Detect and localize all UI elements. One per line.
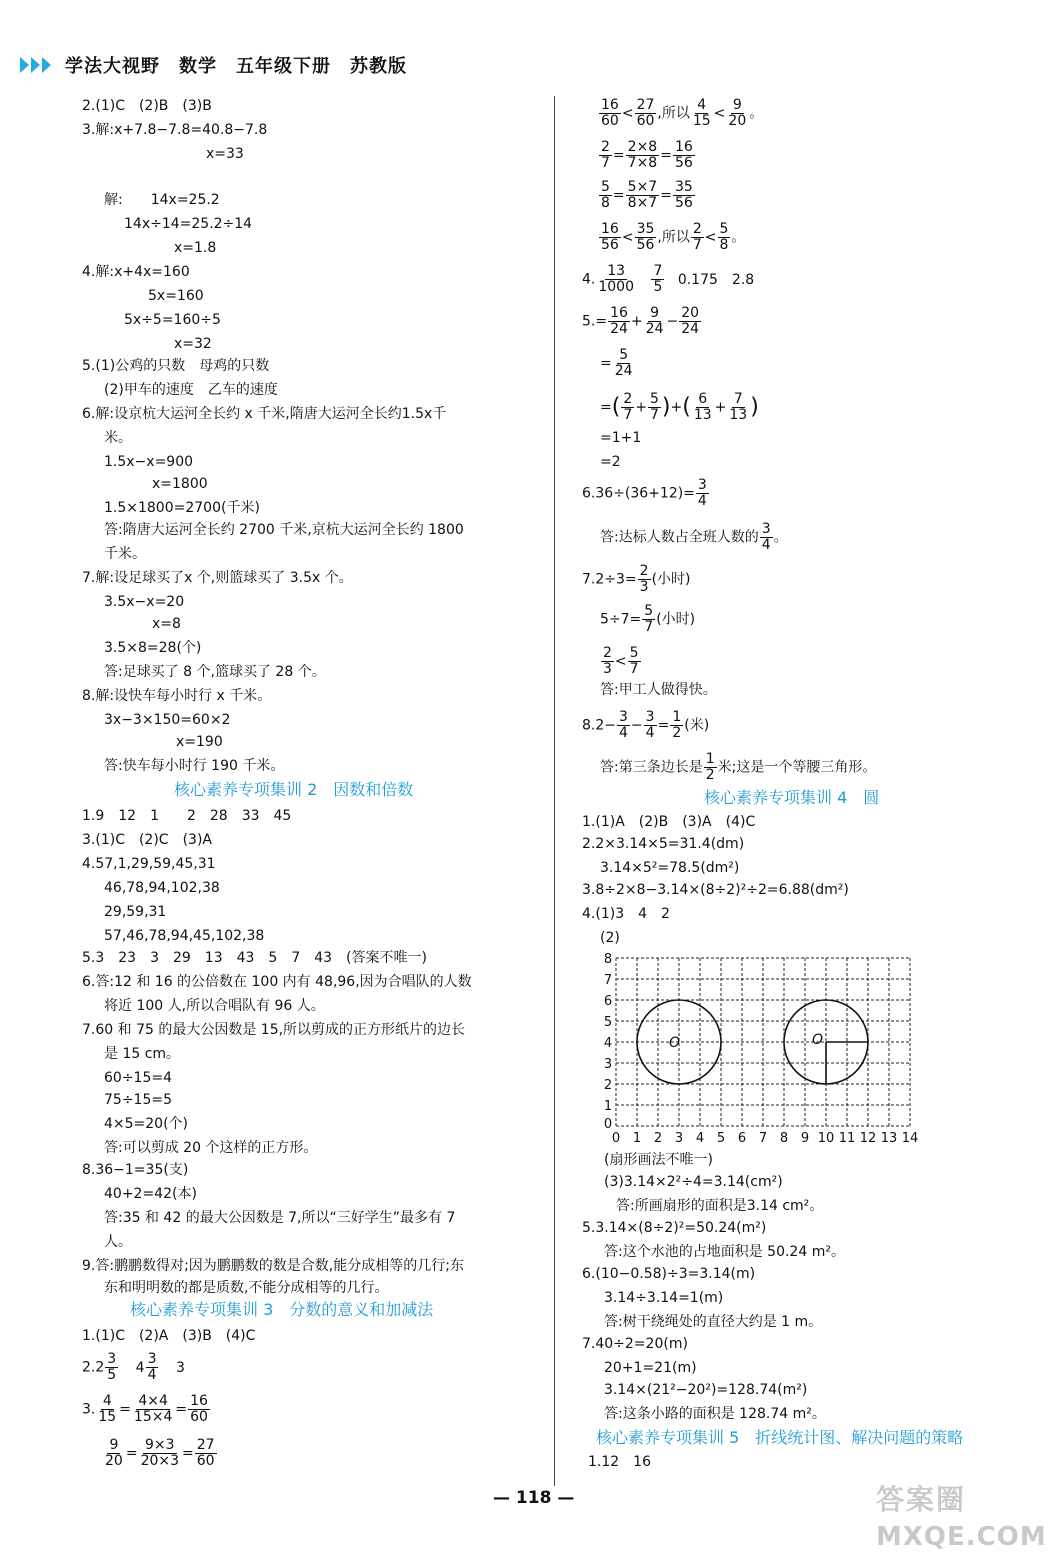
answer-line: 8.36−1=35(支) <box>82 1162 189 1178</box>
section-heading: 核心素养专项集训 5 折线统计图、解决问题的策略 <box>596 1428 964 1447</box>
answer-line: 3.14×(21²−20²)=128.74(m²) <box>604 1382 808 1398</box>
answer-line: 4.解:x+4x=160 <box>82 264 190 280</box>
text: 3 <box>175 1359 185 1376</box>
x-tick-label: 12 <box>859 1131 877 1146</box>
answer-line: (3)3.14×2²÷4=3.14(cm²) <box>604 1174 783 1190</box>
answer-line: (扇形画法不唯一) <box>604 1152 713 1168</box>
answer-line: 3.5×8=28(个) <box>104 640 202 656</box>
answer-line: 4. $\frac{13}{1000}$ $\frac{7}{5}$ 0.175 2.8 <box>582 263 755 295</box>
fraction: $\frac{3}{4}$ <box>147 1351 157 1383</box>
chevron-icon <box>20 57 53 73</box>
answer-line: (2)甲车的速度 乙车的速度 <box>104 382 278 398</box>
x-tick-label: 9 <box>800 1131 810 1146</box>
answer-line: 8.2− $\frac{3}{4}$ − $\frac{3}{4}$ = $\frac{1}{2}$ (米) <box>582 709 710 741</box>
answer-line: 5.3.14×(8÷2)²=50.24(m²) <box>582 1220 767 1236</box>
answer-line: 解: 14x=25.2 <box>104 192 220 208</box>
answer-line: 是 15 cm。 <box>104 1046 181 1062</box>
answer-line: 答:35 和 42 的最大公因数是 7,所以“三好学生”最多有 7 <box>104 1210 456 1226</box>
x-tick-label: 1 <box>632 1131 642 1146</box>
center-label: O <box>669 1035 681 1051</box>
answer-line: 40+2=42(本) <box>104 1186 197 1202</box>
answer-line: 5÷7= $\frac{5}{7}$ (小时) <box>600 603 696 635</box>
answer-line: 7.解:设足球买了x 个,则篮球买了 3.5x 个。 <box>82 570 353 586</box>
y-tick-label: 6 <box>603 994 613 1009</box>
coordinate-grid <box>596 948 936 1146</box>
x-tick-label: 8 <box>779 1131 789 1146</box>
answer-line: 5x÷5=160÷5 <box>124 312 221 328</box>
answer-line: x=8 <box>152 616 181 632</box>
answer-line: =1+1 <box>600 430 642 446</box>
answer-line: 答:树干绕绳处的直径大约是 1 m。 <box>604 1314 823 1330</box>
y-tick-label: 4 <box>603 1036 613 1051</box>
answer-line: 3.8÷2×8−3.14×(8÷2)²÷2=6.88(dm²) <box>582 882 849 898</box>
y-tick-label: 2 <box>603 1078 613 1093</box>
answer-line: 5.= $\frac{16}{24}$ + $\frac{9}{24}$ − $\frac{20}{24}$ <box>582 305 700 337</box>
answer-line: 3.解:x+7.8−7.8=40.8−7.8 <box>82 122 268 138</box>
answer-line: 9.答:鹏鹏数得对;因为鹏鹏数的数是合数,能分成相等的几行;东 <box>82 1258 464 1274</box>
answer-line: 3. $\frac{4}{15}$ = $\frac{4\times 4}{15\times 4}$ = $\frac{16}{60}$ <box>82 1393 208 1425</box>
answer-line: x=32 <box>174 336 212 352</box>
answer-line: 6.解:设京杭大运河全长约 x 千米,隋唐大运河全长约1.5x千 <box>82 406 447 422</box>
answer-line: 2.(1)C (2)B (3)B <box>82 98 212 114</box>
answer-line: = $\frac{5}{24}$ <box>600 347 633 379</box>
answer-line: 东和明明数的都是质数,不能分成相等的几行。 <box>104 1280 389 1296</box>
x-tick-label: 10 <box>817 1131 835 1146</box>
x-tick-label: 3 <box>674 1131 684 1146</box>
answer-line: 1.(1)A (2)B (3)A (4)C <box>582 814 756 830</box>
answer-line: 5x=160 <box>148 288 204 304</box>
answer-line: 7.60 和 75 的最大公因数是 15,所以剪成的正方形纸片的边长 <box>82 1022 466 1038</box>
section-heading: 核心素养专项集训 3 分数的意义和加减法 <box>130 1300 434 1319</box>
x-tick-label: 6 <box>737 1131 747 1146</box>
x-tick-label: 7 <box>758 1131 768 1146</box>
answer-line: 29,59,31 <box>104 904 167 920</box>
answer-line: 3.5x−x=20 <box>104 594 185 610</box>
answer-line: 8.解:设快车每小时行 x 千米。 <box>82 688 272 704</box>
page-header <box>20 50 407 80</box>
fraction: $\frac{3}{5}$ <box>107 1351 117 1383</box>
answer-line <box>82 1352 185 1383</box>
answer-line: 4.(1)3 4 2 <box>582 906 670 922</box>
answer-line: $\frac{5}{8}$ = $\frac{5\times 7}{8\times 7}$ = $\frac{35}{56}$ <box>601 179 693 211</box>
answer-line: 7.40÷2=20(m) <box>582 1336 688 1352</box>
y-tick-label: 1 <box>603 1099 613 1114</box>
answer-line: 1.9 12 1 2 28 33 45 <box>82 808 292 824</box>
center-label: O <box>812 1032 824 1048</box>
answer-line: 1.(1)C (2)A (3)B (4)C <box>82 1328 256 1344</box>
answer-line: 答:这条小路的面积是 128.74 m²。 <box>604 1406 826 1422</box>
answer-line: 2.2×3.14×5=31.4(dm) <box>582 836 745 852</box>
answer-line: 7.2÷3= $\frac{2}{3}$ (小时) <box>582 563 691 595</box>
answer-line: 3x−3×150=60×2 <box>104 712 231 728</box>
answer-line: $\frac{16}{56}$ < $\frac{35}{56}$ ,所以 $\frac{2}{7}$ < $\frac{5}{8}$ 。 <box>601 221 746 253</box>
y-tick-label: 7 <box>603 973 613 988</box>
answer-line: 米。 <box>104 430 132 446</box>
answer-line: 答:第三条边长是 $\frac{1}{2}$ 米;这是一个等腰三角形。 <box>600 751 877 783</box>
answer-line: 6.36÷(36+12)= $\frac{3}{4}$ <box>582 477 707 509</box>
y-tick-label: 8 <box>603 952 613 967</box>
answer-line: 答:甲工人做得快。 <box>600 682 717 698</box>
answer-line: 答:快车每小时行 190 千米。 <box>104 758 285 774</box>
x-tick-label: 13 <box>880 1131 898 1146</box>
answer-line: $\frac{2}{3}$ < $\frac{5}{7}$ <box>603 645 639 677</box>
text: 4 <box>135 1359 145 1376</box>
answer-line: =( $\frac{2}{7}$ + $\frac{5}{7}$ )+( $\frac{6}{13}$ + $\frac{7}{13}$ ) <box>600 391 759 423</box>
origin-label: 0 <box>603 1117 613 1132</box>
x-tick-label: 5 <box>716 1131 726 1146</box>
header-title: 学法大视野 数学 五年级下册 苏教版 <box>65 56 407 77</box>
answer-line: 答:达标人数占全班人数的 $\frac{3}{4}$ 。 <box>600 521 788 553</box>
page-number: — 118 — <box>493 1488 575 1508</box>
answer-line: 3.(1)C (2)C (3)A <box>82 832 212 848</box>
answer-line: 答:这个水池的占地面积是 50.24 m²。 <box>604 1244 845 1260</box>
x-tick-label: 4 <box>695 1131 705 1146</box>
x-tick-label: 11 <box>838 1131 856 1146</box>
answer-line: (2) <box>600 930 620 946</box>
answer-line: 3.14÷3.14=1(m) <box>604 1290 724 1306</box>
answer-line: 答:可以剪成 20 个这样的正方形。 <box>104 1140 318 1156</box>
answer-line: $\frac{16}{60}$ < $\frac{27}{60}$ ,所以 $\frac{4}{15}$ < $\frac{9}{20}$ 。 <box>601 97 764 129</box>
y-tick-label: 5 <box>603 1015 613 1030</box>
answer-line: 5.3 23 3 29 13 43 5 7 43 (答案不唯一) <box>82 950 427 966</box>
answer-line: x=190 <box>176 734 223 750</box>
section-heading: 核心素养专项集训 4 圆 <box>704 788 880 807</box>
answer-line: x=1800 <box>152 476 208 492</box>
x-tick-label: 0 <box>611 1131 621 1146</box>
x-tick-label: 2 <box>653 1131 663 1146</box>
answer-line: 答:所画扇形的面积是3.14 cm²。 <box>616 1198 824 1214</box>
answer-line: 答:隋唐大运河全长约 2700 千米,京杭大运河全长约 1800 <box>104 522 464 538</box>
answer-line: 5.(1)公鸡的只数 母鸡的只数 <box>82 358 270 374</box>
answer-line: 20+1=21(m) <box>604 1360 697 1376</box>
answer-line: 1.5x−x=900 <box>104 454 194 470</box>
watermark: 答案圈 MXQE.COM <box>876 1483 1047 1552</box>
answer-line: 60÷15=4 <box>104 1070 172 1086</box>
answer-line: $\frac{9}{20}$ = $\frac{9\times 3}{20\times 3}$ = $\frac{27}{60}$ <box>105 1437 215 1469</box>
answer-line: 6.答:12 和 16 的公倍数在 100 内有 48,96,因为合唱队的人数 <box>82 974 472 990</box>
answer-line: 57,46,78,94,45,102,38 <box>104 928 265 944</box>
answer-line: 46,78,94,102,38 <box>104 880 220 896</box>
answer-line: =2 <box>600 454 621 470</box>
answer-line: $\frac{2}{7}$ = $\frac{2\times 8}{7\times 8}$ = $\frac{16}{56}$ <box>601 139 693 171</box>
answer-line: 4×5=20(个) <box>104 1116 189 1132</box>
answer-line: 答:足球买了 8 个,篮球买了 28 个。 <box>104 664 326 680</box>
column-divider <box>554 96 555 1486</box>
answer-line: 6.(10−0.58)÷3=3.14(m) <box>582 1266 756 1282</box>
answer-line: 3.14×5²=78.5(dm²) <box>600 860 740 876</box>
answer-line: 1.12 16 <box>588 1454 651 1470</box>
answer-line: 将近 100 人,所以合唱队有 96 人。 <box>104 998 325 1014</box>
section-heading: 核心素养专项集训 2 因数和倍数 <box>174 780 414 799</box>
answer-line: 14x÷14=25.2÷14 <box>124 216 253 232</box>
x-tick-label: 14 <box>901 1131 919 1146</box>
answer-line: x=33 <box>206 146 244 162</box>
text: 2.2 <box>82 1359 105 1376</box>
y-tick-label: 3 <box>603 1057 613 1072</box>
answer-line: x=1.8 <box>174 240 217 256</box>
answer-line: 75÷15=5 <box>104 1092 172 1108</box>
answer-line: 人。 <box>104 1234 132 1250</box>
answer-line: 1.5×1800=2700(千米) <box>104 500 260 516</box>
answer-line: 4.57,1,29,59,45,31 <box>82 856 216 872</box>
answer-line: 千米。 <box>104 546 146 562</box>
